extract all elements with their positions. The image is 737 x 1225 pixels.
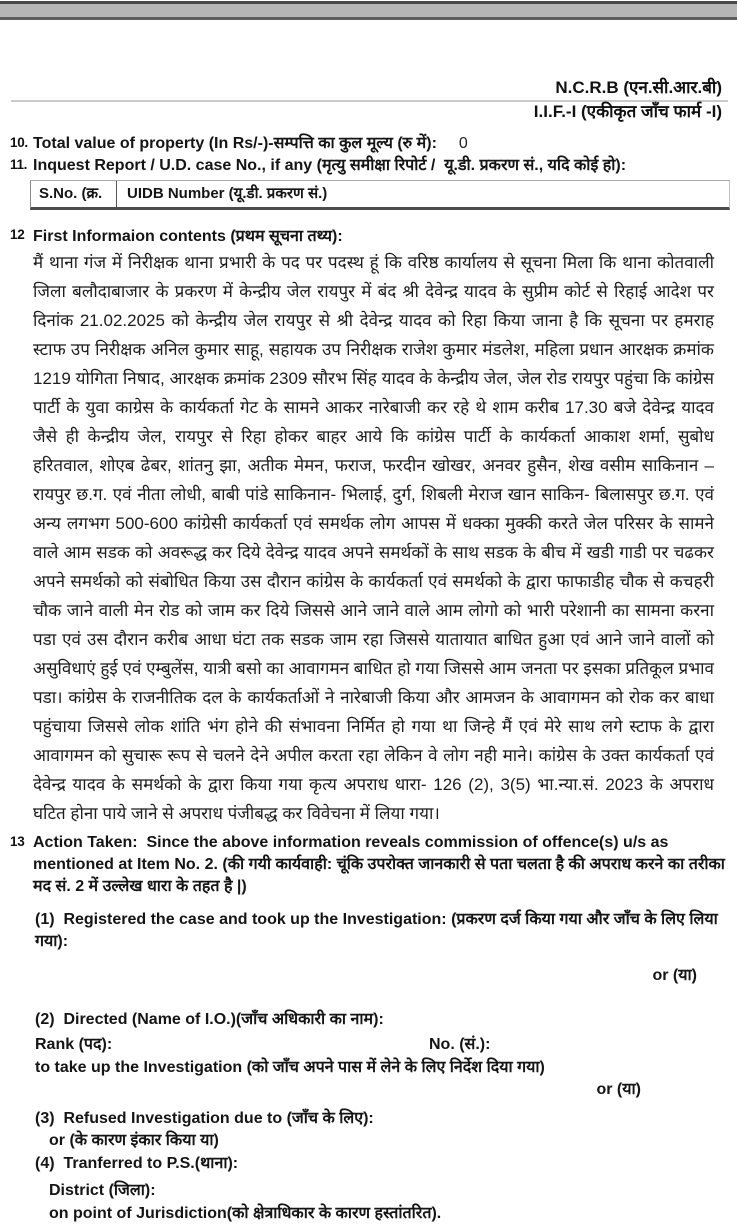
jurisdiction-label-hi: (को क्षेत्राधिकार के कारण हस्तांतरित). bbox=[226, 1205, 442, 1222]
uidb-table bbox=[30, 180, 730, 210]
district-label-hi: (जिला): bbox=[108, 1182, 156, 1199]
or-separator-1 bbox=[35, 965, 730, 987]
number-field-label bbox=[429, 1034, 490, 1056]
district-label-en: District bbox=[49, 1182, 109, 1199]
rank-field-label bbox=[35, 1036, 112, 1053]
or-2-label: or (या) bbox=[596, 1081, 641, 1098]
option-1-label-hi: (प्रकरण दर्ज किया गया और जाँच के लिए लिया गया): bbox=[35, 911, 718, 950]
item-11-label-hi: (मृत्यु समीक्षा रिपोर्ट / यू.डी. प्रकरण सं., यदि कोई हो): bbox=[316, 157, 627, 174]
take-up-label-en: to take up the Investigation bbox=[35, 1059, 247, 1076]
iif-form-title: I.I.F.-I (एकीकृत जाँच फार्म -I) bbox=[533, 102, 722, 121]
option-4-transferred-ps bbox=[35, 1153, 730, 1175]
action-taken-options bbox=[35, 909, 730, 1225]
item-13-content bbox=[33, 832, 730, 1225]
uidb-table-col-number: UIDB Number (यू.डी. प्रकरण सं.) bbox=[127, 185, 328, 202]
item-10-value: 0 bbox=[458, 135, 468, 152]
or-1-label: or (या) bbox=[652, 967, 697, 984]
option-1-label-en: (1) Registered the case and took up the Investigation: bbox=[35, 911, 452, 928]
item-11-content bbox=[33, 155, 730, 176]
item-10-content bbox=[33, 133, 730, 154]
option-3-refused-investigation bbox=[35, 1108, 730, 1130]
option-3-label-en: (3) Refused Investigation due to bbox=[35, 1110, 287, 1127]
take-up-investigation-line bbox=[35, 1057, 730, 1079]
no-label-en: No. bbox=[429, 1036, 460, 1053]
option-4-label-en: (4) Tranferred to P.S. bbox=[35, 1155, 195, 1172]
rank-and-number-row bbox=[35, 1034, 730, 1056]
item-10-label-en: Total value of property (In Rs/-)- bbox=[33, 135, 274, 152]
item-10-total-property-value bbox=[10, 133, 730, 154]
option-2-label-en: (2) Directed (Name of I.O.) bbox=[35, 1011, 236, 1028]
item-13-heading-en: Action Taken: Since the above information reveals commission of offence(s) u/s as mentioned at Item No. 2. bbox=[33, 834, 673, 873]
fir-contents-paragraph: मैं थाना गंज में निरीक्षक थाना प्रभारी के पद पर पदस्थ हूं कि वरिष्ठ कार्यालय से सूचना मिला कि थाना कोतवाली जिला बलौदाबाजार के प्रकरण में केन्द्रीय जेल रायपुर में बंद श्री देवेन्द्र यादव के सुप्रीम कोर्ट से रिहाई आदेश पर दिनांक 21.02.2025 को केन्द्रीय जेल रायपुर से श्री देवेन्द्र यादव को रिहा किया जाना है कि सूचना पर हमराह स्टाफ उप निरीक्षक अनिल कुमार साहू, सहायक उप निरीक्षक राजेश कुमार मंडलेश, महिला प्रधान आरक्षक क्रमांक 1219 योगिता निषाद, आरक्षक क्रमांक 2309 सौरभ सिंह यादव के केन्द्रीय जेल, जेल रोड रायपुर पहुंचा कि कांग्रेस पार्टी के युवा काग्रेस के कार्यकर्ता गेट के सामने आकर नारेबाजी कर रहे थे शाम करीब 17.30 बजे देवेन्द्र यादव जैसे ही केन्द्रीय जेल, रायपुर से रिहा होकर बाहर आये कि कांग्रेस पार्टी के कार्यकर्ता आकाश शर्मा, सुबोध हरितवाल, शोएब ढेबर, शांतनु झा, अतीक मेमन, फराज, फरदीन खोखर, अनवर हुसैन, शेख वसीम साकिनान – रायपुर छ.ग. एवं नीता लोधी, बाबी पांडे साकिनान- भिलाई, दुर्ग, शिबली मेराज खान साकिन- बिलासपुर छ.ग. एवं अन्य लगभग 500-600 कांग्रेसी कार्यकर्ता एवं समर्थक लोग आपस में धक्का मुक्की करते जेल परिसर के सामने वाले आम सडक को अवरूद्ध कर दिये देवेन्द्र यादव अपने समर्थकों के साथ सडक के बीच में खडी गाडी पर चढकर अपने समर्थको को संबोधित किया उस दौरान कांग्रेस के कार्यकर्ता एवं समर्थको के द्वारा फाफाडीह चौक से कचहरी चौक जाने वाली मेन रोड को जाम कर दिये जिससे आने जाने वाले आम लोगो को भारी परेशानी का सामना करना पडा एवं उस दौरान करीब आधा घंटा तक सडक जाम रहा जिससे यातायात बाधित हुआ एवं आने जाने वालों को असुविधाएं हुई एवं एम्बुलेंस, यात्री बसो का आवागमन बाधित हो गया जिससे आम जनता पर इसका प्रतिकूल प्रभाव पडा। कांग्रेस के राजनीतिक दल के कार्यकर्ताओं ने नारेबाजी किया और आमजन के आवागमन को रोक कर बाधा पहुंचाया जिससे लोक शांति भंग होने की संभावना निर्मित हो गया था जिन्हे मैं एवं मेरे साथ लगे स्टाफ के द्वारा आवागमन को सुचारू रूप से चलने देने अपील करता रहा लेकिन वे लोग नही माने। कांग्रेस के उक्त कार्यकर्ता एवं देवेन्द्र यादव के समर्थको के द्वारा किया गया कृत्य अपराध धारा- 126 (2), 3(5) भा.न्या.सं. 2023 के अपराध घटित होना पाये जाने से अपराध पंजीबद्ध कर विवेचना में लिया गया। bbox=[33, 253, 714, 823]
option-1-registered-case bbox=[35, 909, 730, 953]
item-13-heading bbox=[33, 832, 730, 898]
item-12-heading-en: First Informaion contents bbox=[33, 228, 231, 245]
refused-or-label-en: or bbox=[49, 1132, 70, 1149]
item-11-number: 11. bbox=[10, 157, 28, 172]
item-10-label-hi: सम्पत्ति का कुल मूल्य (रु में): bbox=[273, 135, 437, 152]
option-4-label-hi: (थाना): bbox=[194, 1155, 239, 1172]
item-11-label-en: Inquest Report / U.D. case No., if any bbox=[33, 157, 317, 174]
refused-or-label-hi: (के कारण इंकार किया या) bbox=[69, 1132, 219, 1149]
item-12-heading-hi: (प्रथम सूचना तथ्य): bbox=[230, 228, 343, 245]
take-up-label-hi: (को जाँच अपने पास में लेने के लिए निर्देश दिया गया) bbox=[246, 1059, 545, 1076]
option-3-label-hi: (जाँच के लिए): bbox=[286, 1110, 374, 1127]
item-12-first-information-contents bbox=[10, 225, 730, 828]
item-13-heading-hi: (की गयी कार्यवाही: चूंकि उपरोक्त जानकारी से पता चलता है की अपराध करने का तरीका मद सं. 2 में उल्लेख धारा के तहत है |) bbox=[33, 856, 725, 895]
rank-label-en: Rank bbox=[35, 1036, 79, 1053]
item-13-number: 13 bbox=[10, 834, 25, 849]
or-separator-2 bbox=[35, 1079, 730, 1101]
no-label-hi: (सं.): bbox=[459, 1036, 491, 1053]
jurisdiction-line bbox=[49, 1203, 730, 1225]
jurisdiction-label-en: on point of Jurisdiction bbox=[49, 1205, 227, 1222]
scan-edge-bar bbox=[0, 1, 737, 20]
item-13-action-taken bbox=[10, 832, 730, 1225]
item-10-number: 10. bbox=[10, 135, 28, 150]
option-2-directed-io bbox=[35, 1009, 730, 1031]
item-12-heading bbox=[33, 225, 730, 247]
uidb-table-col-sno: S.No. (क्र. bbox=[31, 181, 117, 207]
rank-label-hi: (पद): bbox=[78, 1036, 113, 1053]
item-11-inquest-report bbox=[10, 155, 730, 176]
item-12-content bbox=[33, 225, 730, 828]
item-12-number: 12 bbox=[10, 227, 25, 242]
refused-reason-line bbox=[49, 1130, 730, 1152]
ncrb-title: N.C.R.B (एन.सी.आर.बी) bbox=[555, 78, 722, 97]
option-2-label-hi: (जाँच अधिकारी का नाम): bbox=[235, 1011, 384, 1028]
district-field-label bbox=[49, 1180, 730, 1202]
